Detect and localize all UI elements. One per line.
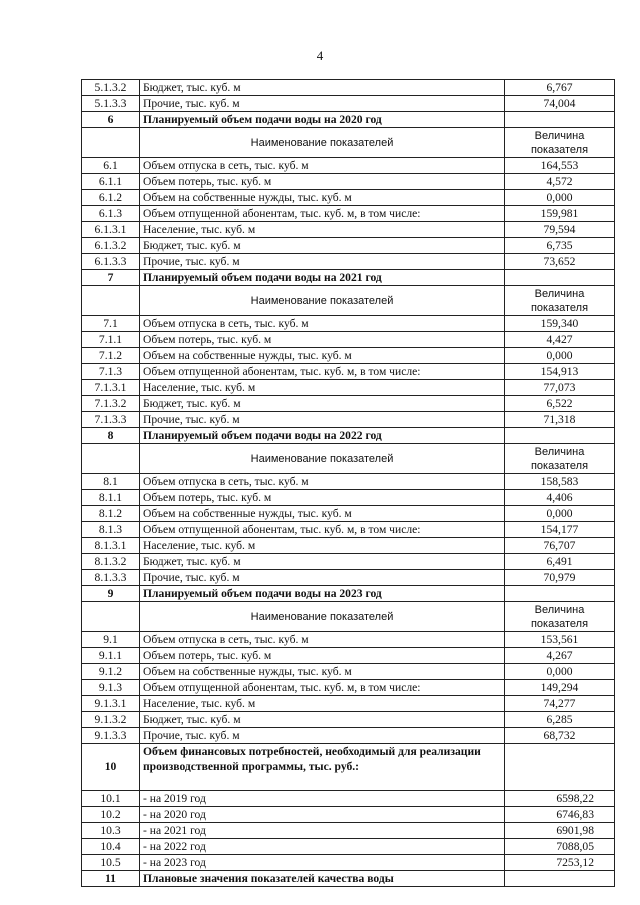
row-code: 9.1.1 [82,648,140,664]
row-code: 6.1.3.2 [82,238,140,254]
row-value: 74,004 [505,96,615,112]
row-name: Объем отпущенной абонентам, тыс. куб. м, в том числе: [140,680,505,696]
row-code: 10.5 [82,855,140,871]
table-row [82,490,615,506]
row-code: 11 [82,871,140,887]
row-value: Величина показателя [505,128,615,158]
row-value [505,871,615,887]
row-code: 8.1 [82,474,140,490]
row-value: 4,427 [505,332,615,348]
row-name: Объем потерь, тыс. куб. м [140,648,505,664]
row-name: Прочие, тыс. куб. м [140,254,505,270]
row-code: 10.4 [82,839,140,855]
row-value: 0,000 [505,506,615,522]
row-code: 8.1.1 [82,490,140,506]
row-name: Объем потерь, тыс. куб. м [140,332,505,348]
row-code: 9.1 [82,632,140,648]
table-row [82,648,615,664]
row-name: Объем отпуска в сеть, тыс. куб. м [140,158,505,174]
row-name: Население, тыс. куб. м [140,538,505,554]
row-code [82,286,140,316]
row-value: 154,913 [505,364,615,380]
row-name: Объем на собственные нужды, тыс. куб. м [140,506,505,522]
row-code: 9.1.3.3 [82,728,140,744]
row-code: 7.1.3.1 [82,380,140,396]
table-row [82,680,615,696]
row-code: 7.1.2 [82,348,140,364]
header-row [82,128,615,158]
row-name: Объем финансовых потребностей, необходимый для реализации производственной программы, тыс. руб.: [140,744,505,791]
row-name: - на 2023 год [140,855,505,871]
row-code [82,444,140,474]
row-name: Бюджет, тыс. куб. м [140,80,505,96]
row-code: 8 [82,428,140,444]
row-value: 7253,12 [505,855,615,871]
row-name: Объем на собственные нужды, тыс. куб. м [140,348,505,364]
row-name: Прочие, тыс. куб. м [140,412,505,428]
row-value: 159,340 [505,316,615,332]
row-value [505,428,615,444]
row-code: 10.3 [82,823,140,839]
row-code: 8.1.3.2 [82,554,140,570]
table-row [82,839,615,855]
table-row [82,380,615,396]
row-code: 10.2 [82,807,140,823]
table-row [82,823,615,839]
row-name: - на 2019 год [140,791,505,807]
row-code [82,602,140,632]
row-code: 7.1 [82,316,140,332]
row-value: Величина показателя [505,444,615,474]
row-value [505,744,615,791]
section-row [82,428,615,444]
row-value: 6,767 [505,80,615,96]
row-value: 153,561 [505,632,615,648]
row-value: 159,981 [505,206,615,222]
row-code: 10.1 [82,791,140,807]
row-code: 7.1.3.3 [82,412,140,428]
row-value: 158,583 [505,474,615,490]
section-row [82,586,615,602]
row-value: 74,277 [505,696,615,712]
row-name: Объем отпуска в сеть, тыс. куб. м [140,316,505,332]
row-name: Объем потерь, тыс. куб. м [140,174,505,190]
table-row [82,412,615,428]
header-row [82,444,615,474]
table-row [82,632,615,648]
row-name: Население, тыс. куб. м [140,222,505,238]
row-name: Бюджет, тыс. куб. м [140,554,505,570]
row-name: Объем на собственные нужды, тыс. куб. м [140,190,505,206]
row-name: Прочие, тыс. куб. м [140,728,505,744]
row-value: 0,000 [505,190,615,206]
row-code: 9.1.3.2 [82,712,140,728]
water-supply-table [81,79,615,887]
table-row [82,538,615,554]
row-code: 6.1.3.3 [82,254,140,270]
section-row [82,270,615,286]
row-name: Наименование показателей [140,444,505,474]
table-row [82,348,615,364]
row-name: Наименование показателей [140,286,505,316]
row-name: Планируемый объем подачи воды на 2022 год [140,428,505,444]
row-value: 6,491 [505,554,615,570]
row-code: 7.1.1 [82,332,140,348]
header-row [82,602,615,632]
row-code: 7.1.3.2 [82,396,140,412]
table-row [82,158,615,174]
table-row [82,396,615,412]
table-row [82,96,615,112]
row-code: 6.1.2 [82,190,140,206]
row-name: Объем отпущенной абонентам, тыс. куб. м, в том числе: [140,206,505,222]
table-row [82,364,615,380]
row-code: 9.1.3 [82,680,140,696]
row-name: Объем отпуска в сеть, тыс. куб. м [140,474,505,490]
row-value: 6,522 [505,396,615,412]
row-name: Население, тыс. куб. м [140,696,505,712]
table-row [82,712,615,728]
row-value: 154,177 [505,522,615,538]
table-row [82,728,615,744]
row-code: 8.1.3.1 [82,538,140,554]
row-name: Прочие, тыс. куб. м [140,96,505,112]
row-name: Бюджет, тыс. куб. м [140,396,505,412]
table-row [82,696,615,712]
row-name: Объем на собственные нужды, тыс. куб. м [140,664,505,680]
row-code: 8.1.3.3 [82,570,140,586]
row-name: Бюджет, тыс. куб. м [140,712,505,728]
row-code: 5.1.3.2 [82,80,140,96]
table-row [82,316,615,332]
row-value: 0,000 [505,664,615,680]
row-name: - на 2021 год [140,823,505,839]
row-value: 4,572 [505,174,615,190]
table-row [82,254,615,270]
row-name: Объем отпущенной абонентам, тыс. куб. м, в том числе: [140,522,505,538]
row-code: 5.1.3.3 [82,96,140,112]
row-name: Планируемый объем подачи воды на 2020 год [140,112,505,128]
table-row [82,174,615,190]
row-value: 76,707 [505,538,615,554]
table-row [82,664,615,680]
row-value: 79,594 [505,222,615,238]
table-row [82,570,615,586]
row-name: Планируемый объем подачи воды на 2023 год [140,586,505,602]
table-row [82,474,615,490]
row-code: 8.1.2 [82,506,140,522]
row-code: 9 [82,586,140,602]
row-name: - на 2020 год [140,807,505,823]
table-row [82,791,615,807]
row-value: 6598,22 [505,791,615,807]
section-row [82,112,615,128]
row-value: 4,267 [505,648,615,664]
row-value: Величина показателя [505,286,615,316]
row-name: Объем отпущенной абонентам, тыс. куб. м, в том числе: [140,364,505,380]
row-value: 4,406 [505,490,615,506]
section-row [82,871,615,887]
row-name: Бюджет, тыс. куб. м [140,238,505,254]
table-row [82,80,615,96]
section-row [82,744,615,791]
table-row [82,238,615,254]
row-code [82,128,140,158]
row-value [505,586,615,602]
row-value [505,112,615,128]
row-name: Население, тыс. куб. м [140,380,505,396]
row-code: 6.1 [82,158,140,174]
row-value: 68,732 [505,728,615,744]
row-value: 71,318 [505,412,615,428]
row-code: 10 [82,744,140,791]
row-code: 6.1.1 [82,174,140,190]
row-name: Объем потерь, тыс. куб. м [140,490,505,506]
row-value: 77,073 [505,380,615,396]
row-code: 9.1.2 [82,664,140,680]
row-name: Плановые значения показателей качества воды [140,871,505,887]
row-value: 164,553 [505,158,615,174]
page-number: 4 [316,48,324,63]
row-name: Объем отпуска в сеть, тыс. куб. м [140,632,505,648]
table-row [82,855,615,871]
table-row [82,522,615,538]
row-value [505,270,615,286]
table-row [82,506,615,522]
row-code: 7 [82,270,140,286]
row-value: 70,979 [505,570,615,586]
row-name: Наименование показателей [140,128,505,158]
table-row [82,190,615,206]
row-value: Величина показателя [505,602,615,632]
table-row [82,222,615,238]
row-name: Наименование показателей [140,602,505,632]
row-code: 6 [82,112,140,128]
table-row [82,206,615,222]
row-code: 8.1.3 [82,522,140,538]
row-name: Прочие, тыс. куб. м [140,570,505,586]
header-row [82,286,615,316]
row-value: 7088,05 [505,839,615,855]
row-value: 149,294 [505,680,615,696]
row-value: 6901,98 [505,823,615,839]
table-row [82,807,615,823]
table-row [82,554,615,570]
row-value: 6746,83 [505,807,615,823]
row-value: 0,000 [505,348,615,364]
row-name: - на 2022 год [140,839,505,855]
row-code: 7.1.3 [82,364,140,380]
row-value: 73,652 [505,254,615,270]
row-name: Планируемый объем подачи воды на 2021 год [140,270,505,286]
row-value: 6,285 [505,712,615,728]
row-code: 6.1.3.1 [82,222,140,238]
row-code: 6.1.3 [82,206,140,222]
table-row [82,332,615,348]
row-code: 9.1.3.1 [82,696,140,712]
row-value: 6,735 [505,238,615,254]
